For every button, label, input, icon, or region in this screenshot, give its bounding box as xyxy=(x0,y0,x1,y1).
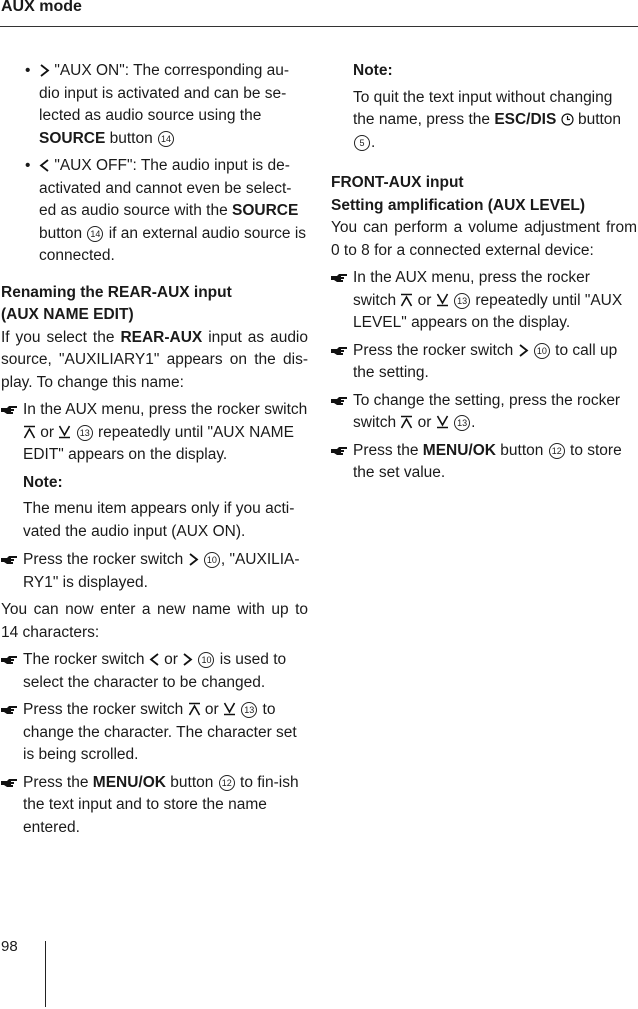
item-bold: SOURCE xyxy=(232,202,299,219)
item-text: "AUX ON": The corresponding au-dio input is activated and can be se-lected as audio source using the xyxy=(39,62,290,124)
list-item-aux-on xyxy=(1,60,308,150)
instruction-step xyxy=(331,390,637,435)
note-block xyxy=(1,472,308,544)
chevron-right-icon xyxy=(518,344,529,357)
step-bold: MENU/OK xyxy=(92,773,166,791)
pointing-hand-icon xyxy=(1,554,18,566)
step-text: Press the xyxy=(353,441,423,459)
button-number-badge: 13 xyxy=(454,415,470,431)
pointing-hand-icon xyxy=(1,704,18,716)
step-text: button xyxy=(495,441,548,459)
note-block xyxy=(331,60,637,154)
step-text: is used to select the character to be changed. xyxy=(23,651,287,691)
button-number-badge: 12 xyxy=(549,443,565,459)
item-text: button xyxy=(105,129,158,147)
button-number-badge: 13 xyxy=(454,293,470,309)
page-number: 98 xyxy=(1,938,18,955)
paragraph: You can now enter a new name with up to 14 characters: xyxy=(1,601,308,641)
button-number-badge: 14 xyxy=(87,226,103,242)
paragraph: You can perform a volume adjustment from 0 to 8 for a connected external device: xyxy=(331,219,637,259)
instruction-step xyxy=(1,549,308,594)
button-number-badge: 10 xyxy=(534,343,550,359)
step-text: To change the setting, press the rocker switch xyxy=(353,391,621,431)
pointing-hand-icon xyxy=(1,777,18,789)
button-number-badge: 14 xyxy=(158,131,174,147)
item-text: button xyxy=(39,224,87,242)
step-text: In the AUX menu, press the rocker switch xyxy=(23,401,308,418)
bullet-dot: • xyxy=(25,157,31,174)
instruction-step xyxy=(331,440,637,485)
heading-line: Renaming the REAR-AUX input xyxy=(1,283,232,301)
step-text: to store the set value. xyxy=(353,441,622,481)
instruction-step xyxy=(1,649,308,694)
heading-line: (AUX NAME EDIT) xyxy=(1,306,134,323)
list-item-aux-off xyxy=(1,155,308,268)
section-heading-rear-aux xyxy=(1,282,308,327)
rocker-down-icon xyxy=(58,425,71,439)
button-number-badge: 10 xyxy=(204,552,220,568)
instruction-step xyxy=(1,772,308,840)
step-text: repeatedly until "AUX LEVEL" appears on the display. xyxy=(353,291,623,331)
step-text: Press the rocker switch xyxy=(23,551,188,568)
item-text: if an external audio source is connected. xyxy=(39,224,307,264)
step-text: , "AUXILIA-RY1" is displayed. xyxy=(23,551,300,591)
step-text: . xyxy=(471,414,476,431)
step-text: button xyxy=(165,773,218,791)
rocker-up-icon xyxy=(400,293,413,307)
note-title: Note: xyxy=(23,473,63,491)
para-text: If you select the xyxy=(1,328,121,346)
step-text: or xyxy=(200,701,223,718)
rocker-down-icon xyxy=(436,293,449,307)
step-text: or xyxy=(413,414,436,431)
step-text: Press the rocker switch xyxy=(23,701,188,718)
step-text: or xyxy=(159,651,183,668)
item-bold: SOURCE xyxy=(39,129,106,147)
button-number-badge: 13 xyxy=(241,702,257,718)
step-text: to fin-ish the text input and to store the name entered. xyxy=(23,773,299,836)
step-text: to call up the setting. xyxy=(353,341,618,381)
note-text-part: button xyxy=(573,111,622,128)
note-text-part: . xyxy=(371,133,376,151)
paragraph xyxy=(1,327,308,395)
clock-icon xyxy=(561,113,574,126)
button-number-badge: 13 xyxy=(77,425,93,441)
para-text: input as audio source, "AUXILIARY1" appears on the dis-play. To change this name: xyxy=(1,328,308,391)
step-bold: MENU/OK xyxy=(422,441,496,459)
instruction-step xyxy=(331,267,637,335)
pointing-hand-icon xyxy=(331,272,348,284)
step-text: repeatedly until "AUX NAME EDIT" appears on the display. xyxy=(23,423,294,463)
pointing-hand-icon xyxy=(331,345,348,357)
button-number-badge: 10 xyxy=(198,652,214,668)
step-text: or xyxy=(36,423,59,441)
chevron-right-icon xyxy=(188,553,199,566)
step-text: Press the xyxy=(23,773,93,791)
page-header xyxy=(0,0,638,27)
rocker-up-icon xyxy=(23,425,36,439)
para-bold: REAR-AUX xyxy=(120,328,203,346)
note-bold: ESC/DIS xyxy=(494,111,557,128)
note-text-part: To quit the text input without changing the name, press the xyxy=(353,88,613,128)
instruction-step xyxy=(331,340,637,385)
step-text: In the AUX menu, press the rocker switch xyxy=(353,269,590,309)
note-text xyxy=(353,87,637,155)
left-column xyxy=(1,60,308,844)
rocker-down-icon xyxy=(223,702,236,716)
pointing-hand-icon xyxy=(331,395,348,407)
heading-line: FRONT-AUX input xyxy=(331,174,464,191)
rocker-down-icon xyxy=(436,415,449,429)
step-text: Press the rocker switch xyxy=(353,341,518,359)
button-number-badge: 5 xyxy=(354,135,370,151)
rocker-up-icon xyxy=(400,415,413,429)
pointing-hand-icon xyxy=(331,445,348,457)
pointing-hand-icon xyxy=(1,654,18,666)
chevron-left-icon xyxy=(149,653,160,666)
note-title: Note: xyxy=(353,62,393,79)
header-title: AUX mode xyxy=(1,0,82,15)
button-number-badge: 12 xyxy=(219,775,235,791)
note-text: The menu item appears only if you acti-vated the audio input (AUX ON). xyxy=(23,500,295,540)
page-divider xyxy=(45,941,46,1007)
step-text: to change the character. The character set is being scrolled. xyxy=(23,701,297,763)
pointing-hand-icon xyxy=(1,404,18,416)
item-text: "AUX OFF": The audio input is de-activated and cannot even be select-ed as audio source with the xyxy=(39,157,292,219)
step-text: The rocker switch xyxy=(23,651,149,668)
heading-line: Setting amplification (AUX LEVEL) xyxy=(331,196,586,214)
instruction-step xyxy=(1,399,308,467)
right-column xyxy=(331,60,637,490)
chevron-right-icon xyxy=(182,653,193,666)
rocker-up-icon xyxy=(188,702,201,716)
chevron-left-icon xyxy=(39,159,50,172)
step-text: or xyxy=(413,291,436,309)
chevron-right-icon xyxy=(39,64,50,77)
section-heading-front-aux xyxy=(331,172,637,217)
bullet-dot: • xyxy=(25,62,31,79)
instruction-step xyxy=(1,699,308,767)
